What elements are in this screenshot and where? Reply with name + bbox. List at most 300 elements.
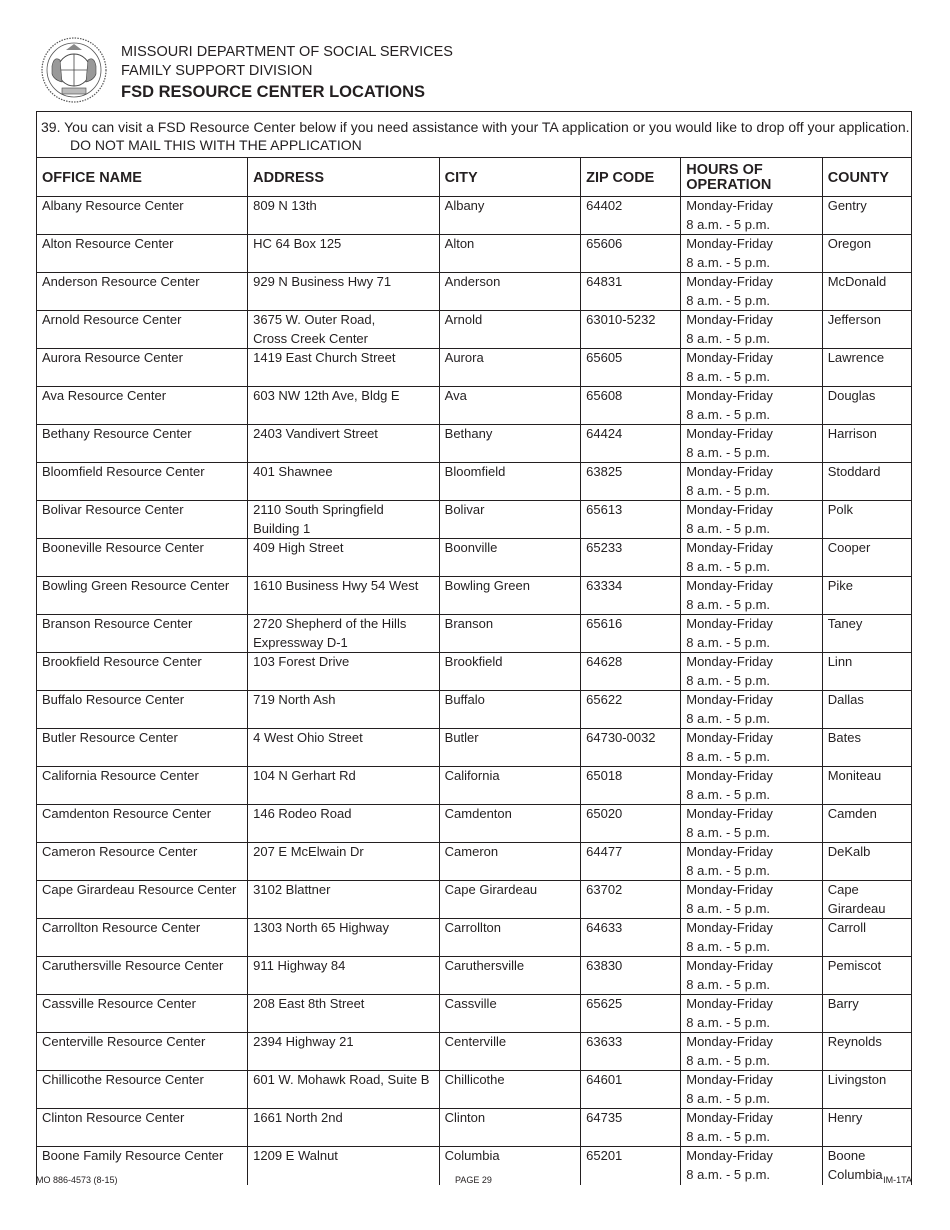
office-name-cell [37,1071,248,1109]
zip-code-cell [581,349,681,387]
zip-code-text: 63830 [586,958,623,973]
document-header [121,43,453,103]
zip-code-text: 63334 [586,578,623,593]
hours-text: 8 a.m. - 5 p.m. [686,976,771,992]
office-name-cell [37,1033,248,1071]
hours-text: 8 a.m. - 5 p.m. [686,520,771,536]
city-text: Chillicothe [444,1072,505,1087]
city-text: Clinton [444,1110,486,1125]
city-cell [439,843,580,881]
county-cell [822,843,911,881]
hours-cell [681,235,822,273]
city-cell [439,577,580,615]
hours-text: 8 a.m. - 5 p.m. [686,482,771,498]
page-number: PAGE 29 [455,1175,492,1185]
county-text: Moniteau [827,768,882,783]
county-text: Gentry [827,198,867,213]
county-text: McDonald [827,274,887,289]
office-name-cell [37,881,248,919]
county-text: Boone [827,1148,866,1163]
hours-text: Monday-Friday [686,1034,773,1049]
office-name-text: Chillicothe Resource Center [42,1072,204,1087]
address-cell [248,311,440,349]
address-text: 2403 Vandivert Street [253,426,378,441]
hours-text: Monday-Friday [686,882,773,897]
hours-text: Monday-Friday [686,958,773,973]
address-text: HC 64 Box 125 [253,236,342,251]
zip-code-text: 64477 [586,844,623,859]
table-row [37,501,912,539]
county-cell [822,1109,911,1147]
zip-code-cell [581,1147,681,1186]
zip-code-cell [581,577,681,615]
hours-text: 8 a.m. - 5 p.m. [686,1090,771,1106]
hours-text: Monday-Friday [686,578,773,593]
address-text: 146 Rodeo Road [253,806,352,821]
county-text: Douglas [827,388,876,403]
city-cell [439,957,580,995]
hours-text: Monday-Friday [686,312,773,327]
county-cell [822,577,911,615]
address-text: 1661 North 2nd [253,1110,343,1125]
address-cell [248,577,440,615]
address-cell [248,235,440,273]
hours-text: 8 a.m. - 5 p.m. [686,710,771,726]
table-row [37,577,912,615]
city-cell [439,539,580,577]
zip-code-text: 65622 [586,692,623,707]
table-row [37,1033,912,1071]
hours-text: Monday-Friday [686,692,773,707]
zip-code-cell [581,843,681,881]
office-name-cell [37,767,248,805]
address-text: 401 Shawnee [253,464,333,479]
table-row [37,995,912,1033]
county-text: Livingston [827,1072,887,1087]
zip-code-text: 65608 [586,388,623,403]
hours-cell [681,881,822,919]
county-cell [822,1033,911,1071]
address-text: 104 N Gerhart Rd [253,768,356,783]
city-cell [439,311,580,349]
office-name-text: Branson Resource Center [42,616,193,631]
office-name-text: Bethany Resource Center [42,426,192,441]
hours-text: Monday-Friday [686,350,773,365]
address-text: 1419 East Church Street [253,350,396,365]
city-cell [439,653,580,691]
city-cell [439,919,580,957]
county-text: Pemiscot [827,958,882,973]
address-text: Expressway D-1 [253,634,348,650]
hours-text: 8 a.m. - 5 p.m. [686,292,771,308]
county-text: Barry [827,996,859,1011]
county-text: Pike [827,578,853,593]
hours-cell [681,691,822,729]
office-name-text: Bloomfield Resource Center [42,464,205,479]
city-text: Alton [444,236,475,251]
zip-code-text: 63702 [586,882,623,897]
table-row [37,463,912,501]
office-name-text: Aurora Resource Center [42,350,183,365]
county-text: Taney [827,616,863,631]
zip-code-cell [581,311,681,349]
office-name-text: Ava Resource Center [42,388,167,403]
county-cell [822,615,911,653]
zip-code-cell [581,197,681,235]
address-cell [248,501,440,539]
zip-code-cell [581,805,681,843]
hours-text: Monday-Friday [686,1110,773,1125]
city-cell [439,691,580,729]
office-name-text: Buffalo Resource Center [42,692,185,707]
office-name-cell [37,957,248,995]
county-text: Columbia [827,1166,883,1182]
hours-cell [681,615,822,653]
office-name-cell [37,235,248,273]
hours-cell [681,1147,822,1186]
hours-cell [681,1071,822,1109]
instruction-line-2: DO NOT MAIL THIS WITH THE APPLICATION [70,137,362,153]
zip-code-cell [581,1071,681,1109]
zip-code-cell [581,653,681,691]
city-cell [439,729,580,767]
zip-code-text: 64402 [586,198,623,213]
city-text: Bowling Green [444,578,530,593]
table-row [37,843,912,881]
office-name-text: Carrollton Resource Center [42,920,201,935]
office-name-cell [37,197,248,235]
city-text: Albany [444,198,485,213]
office-name-cell [37,273,248,311]
hours-text: Monday-Friday [686,426,773,441]
office-name-text: Cassville Resource Center [42,996,196,1011]
hours-text: 8 a.m. - 5 p.m. [686,1128,771,1144]
hours-text: 8 a.m. - 5 p.m. [686,634,771,650]
zip-code-cell [581,1109,681,1147]
address-cell [248,881,440,919]
table-row [37,653,912,691]
office-name-cell [37,463,248,501]
address-cell [248,691,440,729]
address-text: Cross Creek Center [253,330,368,346]
column-header-hours: HOURS OF OPERATION [681,158,822,197]
county-cell [822,273,911,311]
zip-code-cell [581,957,681,995]
city-cell [439,881,580,919]
table-row [37,1071,912,1109]
zip-code-text: 64831 [586,274,623,289]
address-text: 207 E McElwain Dr [253,844,364,859]
address-text: 1303 North 65 Highway [253,920,389,935]
zip-code-cell [581,501,681,539]
hours-text: Monday-Friday [686,768,773,783]
zip-code-text: 65020 [586,806,623,821]
county-cell [822,653,911,691]
zip-code-text: 65613 [586,502,623,517]
office-name-text: Bowling Green Resource Center [42,578,230,593]
zip-code-text: 63825 [586,464,623,479]
instruction-line-1: 39. You can visit a FSD Resource Center below if you need assistance with your TA application or you would like to drop off your application. [41,119,910,135]
table-row [37,881,912,919]
address-text: 911 Highway 84 [253,958,346,973]
address-cell [248,1109,440,1147]
office-name-cell [37,349,248,387]
table-row [37,919,912,957]
county-text: Harrison [827,426,877,441]
address-cell [248,729,440,767]
table-row [37,729,912,767]
hours-cell [681,843,822,881]
county-cell [822,539,911,577]
city-text: Centerville [444,1034,507,1049]
city-cell [439,273,580,311]
county-text: Stoddard [827,464,881,479]
address-text: 4 West Ohio Street [253,730,363,745]
city-text: Cape Girardeau [444,882,538,897]
hours-cell [681,957,822,995]
table-row [37,615,912,653]
city-text: California [444,768,500,783]
address-text: 809 N 13th [253,198,317,213]
address-cell [248,995,440,1033]
address-text: 103 Forest Drive [253,654,350,669]
address-cell [248,1147,440,1186]
table-row [37,805,912,843]
city-cell [439,463,580,501]
office-name-text: Cameron Resource Center [42,844,198,859]
city-cell [439,615,580,653]
county-cell [822,919,911,957]
county-text: DeKalb [827,844,871,859]
county-cell [822,387,911,425]
zip-code-text: 64424 [586,426,623,441]
city-text: Anderson [444,274,501,289]
city-cell [439,501,580,539]
hours-text: 8 a.m. - 5 p.m. [686,1052,771,1068]
city-text: Bloomfield [444,464,506,479]
column-header-address: ADDRESS [248,158,440,197]
zip-code-text: 64628 [586,654,623,669]
county-text: Jefferson [827,312,881,327]
zip-code-cell [581,615,681,653]
county-text: Camden [827,806,877,821]
hours-cell [681,805,822,843]
city-cell [439,1109,580,1147]
city-text: Boonville [444,540,498,555]
zip-code-cell [581,387,681,425]
address-cell [248,1033,440,1071]
office-name-cell [37,995,248,1033]
address-text: 929 N Business Hwy 71 [253,274,392,289]
hours-text: Monday-Friday [686,806,773,821]
address-text: 603 NW 12th Ave, Bldg E [253,388,400,403]
table-row [37,197,912,235]
table-header-row [37,158,912,197]
hours-text: Monday-Friday [686,274,773,289]
office-name-text: Butler Resource Center [42,730,178,745]
city-cell [439,235,580,273]
county-text: Oregon [827,236,872,251]
county-cell [822,349,911,387]
address-text: 601 W. Mohawk Road, Suite B [253,1072,430,1087]
city-text: Caruthersville [444,958,525,973]
office-name-text: Centerville Resource Center [42,1034,206,1049]
zip-code-cell [581,881,681,919]
zip-code-cell [581,235,681,273]
hours-text: 8 a.m. - 5 p.m. [686,406,771,422]
city-text: Butler [444,730,479,745]
city-cell [439,349,580,387]
city-text: Ava [444,388,467,403]
office-name-cell [37,691,248,729]
office-name-cell [37,729,248,767]
office-name-text: Albany Resource Center [42,198,184,213]
office-name-text: Booneville Resource Center [42,540,204,555]
hours-text: 8 a.m. - 5 p.m. [686,1014,771,1030]
hours-text: Monday-Friday [686,730,773,745]
hours-text: 8 a.m. - 5 p.m. [686,216,771,232]
address-cell [248,767,440,805]
city-text: Cassville [444,996,497,1011]
resource-center-table [36,157,912,1185]
county-text: Polk [827,502,853,517]
county-cell [822,881,911,919]
hours-cell [681,501,822,539]
table-row [37,691,912,729]
hours-cell [681,653,822,691]
column-header-city: CITY [439,158,580,197]
office-name-cell [37,653,248,691]
hours-cell [681,729,822,767]
column-header-zip-code: ZIP CODE [581,158,681,197]
county-text: Reynolds [827,1034,882,1049]
address-text: 1209 E Walnut [253,1148,338,1163]
address-cell [248,615,440,653]
address-cell [248,919,440,957]
county-cell [822,463,911,501]
hours-cell [681,463,822,501]
office-name-text: Boone Family Resource Center [42,1148,224,1163]
address-cell [248,539,440,577]
table-body [37,197,912,1186]
city-cell [439,425,580,463]
department-name: MISSOURI DEPARTMENT OF SOCIAL SERVICES [121,44,453,60]
address-cell [248,197,440,235]
hours-text: 8 a.m. - 5 p.m. [686,368,771,384]
hours-text: Monday-Friday [686,464,773,479]
table-row [37,1109,912,1147]
city-text: Buffalo [444,692,485,707]
zip-code-text: 65625 [586,996,623,1011]
hours-cell [681,273,822,311]
office-name-cell [37,1109,248,1147]
address-cell [248,1071,440,1109]
hours-text: 8 a.m. - 5 p.m. [686,558,771,574]
table-row [37,425,912,463]
office-name-text: Caruthersville Resource Center [42,958,224,973]
zip-code-text: 64735 [586,1110,623,1125]
city-text: Columbia [444,1148,500,1163]
hours-cell [681,539,822,577]
hours-cell [681,919,822,957]
office-name-cell [37,501,248,539]
hours-cell [681,1109,822,1147]
city-cell [439,805,580,843]
county-cell [822,197,911,235]
office-name-cell [37,919,248,957]
city-text: Branson [444,616,494,631]
zip-code-cell [581,919,681,957]
office-name-text: Arnold Resource Center [42,312,182,327]
hours-cell [681,311,822,349]
hours-text: Monday-Friday [686,844,773,859]
address-cell [248,463,440,501]
address-text: 3675 W. Outer Road, [253,312,376,327]
hours-text: Monday-Friday [686,1148,773,1163]
hours-text: 8 a.m. - 5 p.m. [686,938,771,954]
zip-code-text: 63010-5232 [586,312,656,327]
county-text: Carroll [827,920,866,935]
address-cell [248,273,440,311]
hours-text: 8 a.m. - 5 p.m. [686,748,771,764]
office-name-text: California Resource Center [42,768,199,783]
zip-code-text: 65018 [586,768,623,783]
office-name-text: Cape Girardeau Resource Center [42,882,237,897]
office-name-cell [37,311,248,349]
address-cell [248,805,440,843]
hours-cell [681,577,822,615]
city-text: Cameron [444,844,499,859]
address-text: 2394 Highway 21 [253,1034,354,1049]
zip-code-text: 64633 [586,920,623,935]
address-cell [248,843,440,881]
hours-text: Monday-Friday [686,236,773,251]
zip-code-cell [581,1033,681,1071]
city-cell [439,1033,580,1071]
hours-text: 8 a.m. - 5 p.m. [686,596,771,612]
office-name-text: Camdenton Resource Center [42,806,212,821]
zip-code-text: 63633 [586,1034,623,1049]
hours-text: Monday-Friday [686,616,773,631]
county-cell [822,311,911,349]
city-cell [439,387,580,425]
hours-cell [681,387,822,425]
hours-text: Monday-Friday [686,654,773,669]
address-text: 3102 Blattner [253,882,331,897]
office-name-text: Anderson Resource Center [42,274,200,289]
hours-text: 8 a.m. - 5 p.m. [686,900,771,916]
city-text: Arnold [444,312,483,327]
county-cell [822,767,911,805]
hours-text: 8 a.m. - 5 p.m. [686,330,771,346]
office-name-cell [37,577,248,615]
hours-cell [681,995,822,1033]
office-name-text: Bolivar Resource Center [42,502,184,517]
hours-text: 8 a.m. - 5 p.m. [686,254,771,270]
table-row [37,349,912,387]
office-name-cell [37,425,248,463]
office-name-text: Clinton Resource Center [42,1110,185,1125]
address-cell [248,387,440,425]
city-text: Carrollton [444,920,502,935]
hours-text: Monday-Friday [686,198,773,213]
hours-text: Monday-Friday [686,502,773,517]
county-text: Bates [827,730,861,745]
address-text: 2110 South Springfield [253,502,384,517]
hours-text: 8 a.m. - 5 p.m. [686,1166,771,1182]
hours-cell [681,425,822,463]
zip-code-cell [581,273,681,311]
